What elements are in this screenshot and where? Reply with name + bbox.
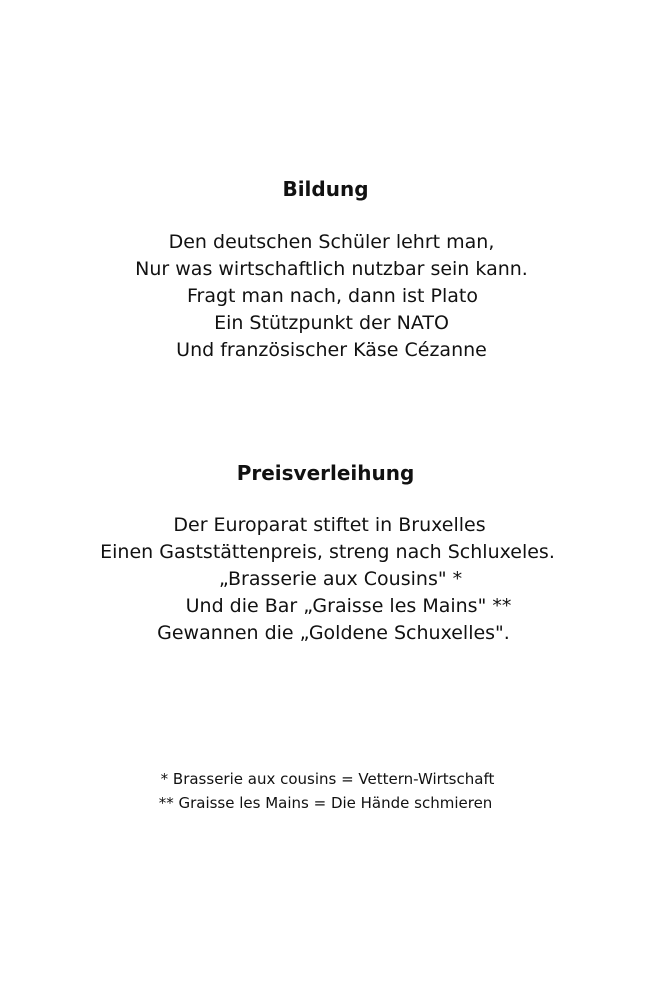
verse-line: Und die Bar „Graisse les Mains" **: [185, 595, 512, 617]
verse-bildung: [0, 229, 651, 364]
verse-line: Gewannen die „Goldene Schuxelles".: [157, 622, 510, 644]
footnotes: [0, 767, 651, 815]
verse-line: Fragt man nach, dann ist Plato: [187, 285, 478, 307]
verse-line: Einen Gaststättenpreis, streng nach Schluxeles.: [100, 541, 555, 563]
verse-line: „Brasserie aux Cousins" *: [218, 568, 463, 590]
verse-line: Den deutschen Schüler lehrt man,: [168, 231, 495, 253]
footnote: * Brasserie aux cousins = Vettern-Wirtschaft: [160, 770, 495, 788]
section-title-bildung: Bildung: [282, 177, 369, 201]
verse-line: Ein Stützpunkt der NATO: [214, 312, 449, 334]
section-title-preisverleihung: Preisverleihung: [236, 461, 415, 485]
verse-preisverleihung: [0, 512, 651, 647]
verse-line: Und französischer Käse Cézanne: [176, 339, 487, 361]
verse-line: Der Europarat stiftet in Bruxelles: [173, 514, 486, 536]
footnote: ** Graisse les Mains = Die Hände schmieren: [158, 794, 493, 812]
verse-line: Nur was wirtschaftlich nutzbar sein kann.: [135, 258, 528, 280]
